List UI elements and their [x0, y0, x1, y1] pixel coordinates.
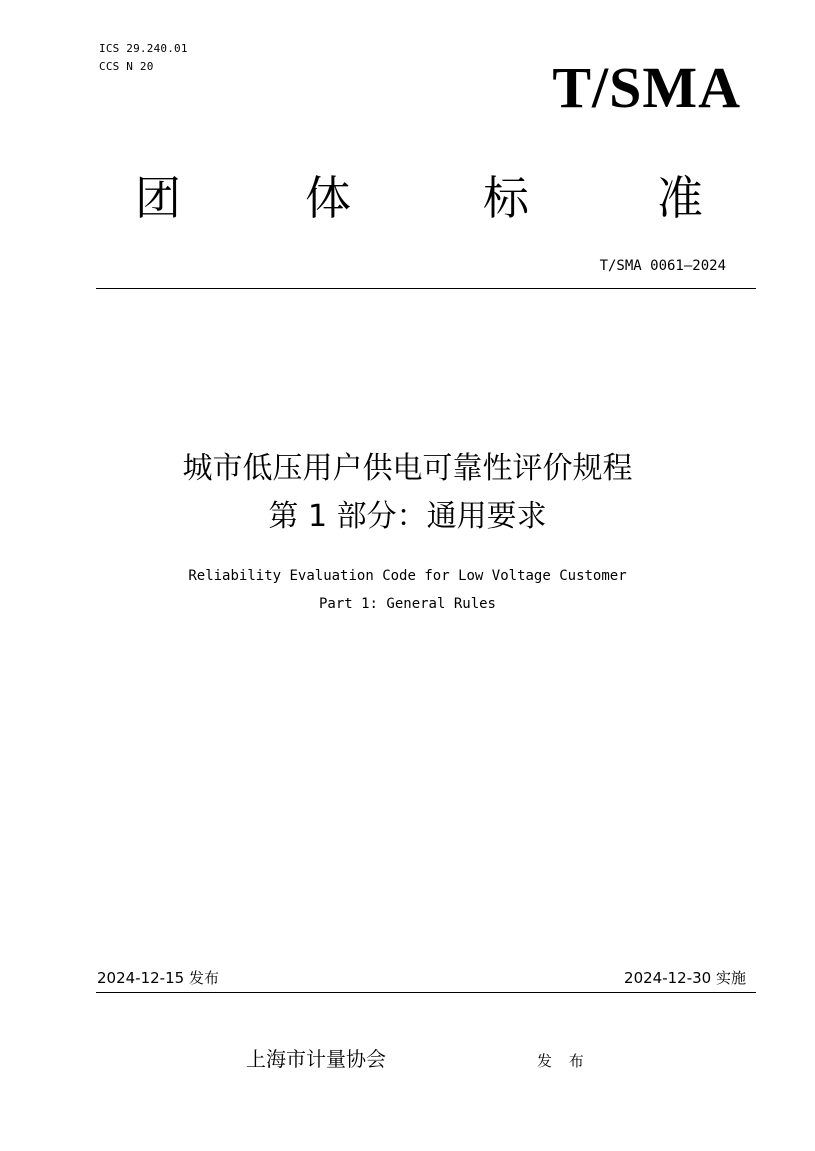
standard-type-char: 标: [483, 171, 529, 225]
standard-type-heading: [96, 166, 716, 230]
standard-code-mark: T/SMA: [552, 55, 741, 120]
publisher-name: 上海市计量协会: [246, 1047, 386, 1071]
title-english-line-1: Reliability Evaluation Code for Low Voltage Customer: [188, 568, 627, 584]
title-chinese-line-1: 城市低压用户供电可靠性评价规程: [182, 451, 633, 486]
bottom-divider: [96, 992, 756, 993]
title-chinese-line-2: 第 1 部分：通用要求: [268, 499, 547, 534]
standard-type-char: 准: [657, 171, 703, 225]
standard-type-char: 体: [305, 171, 351, 225]
standard-number: T/SMA 0061—2024: [599, 258, 726, 274]
publish-label: 发 布: [537, 1052, 590, 1070]
title-english-line-2: Part 1: General Rules: [318, 596, 496, 612]
ics-code: ICS 29.240.01: [99, 42, 188, 55]
implementation-date: 2024-12-30 实施: [624, 969, 746, 987]
standard-type-char: 团: [135, 171, 181, 225]
top-divider: [96, 288, 756, 289]
publish-date: 2024-12-15 发布: [97, 969, 219, 987]
ccs-code: CCS N 20: [99, 60, 154, 73]
